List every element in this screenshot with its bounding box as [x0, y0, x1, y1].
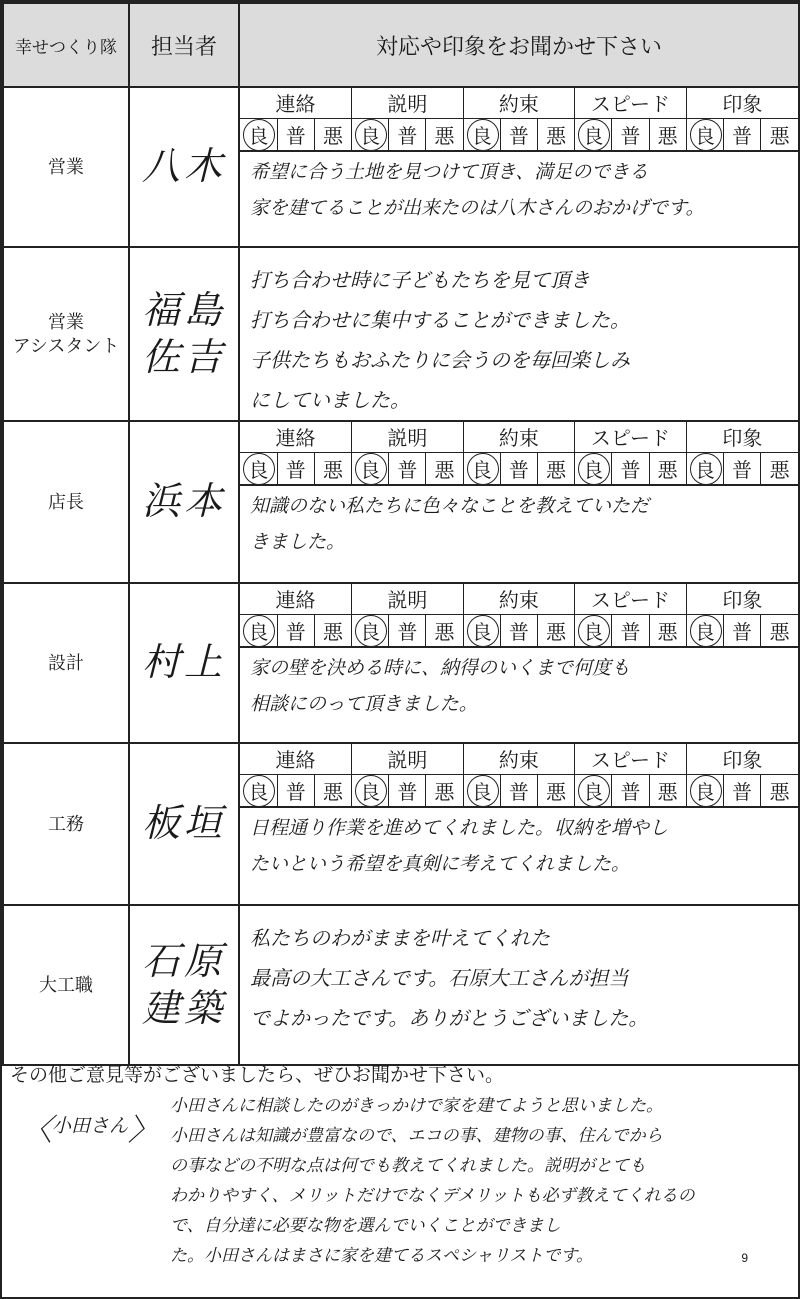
rating-option[interactable]: 良: [352, 614, 389, 646]
rating-option[interactable]: 悪: [538, 452, 575, 484]
rating-option[interactable]: 良: [575, 614, 612, 646]
rating-option[interactable]: 普: [277, 614, 314, 646]
role-label: 営業: [48, 311, 84, 332]
role-cell: [3, 247, 129, 421]
rating-option[interactable]: 普: [277, 452, 314, 484]
rating-option[interactable]: 良: [463, 118, 500, 150]
staff-name-cell: [129, 583, 239, 743]
rating-option[interactable]: 良: [240, 118, 277, 150]
rating-option[interactable]: 悪: [538, 614, 575, 646]
rating-option[interactable]: 普: [612, 118, 649, 150]
rating-option[interactable]: 普: [612, 614, 649, 646]
comment-line: 相談にのって頂きました。: [250, 692, 478, 715]
staff-name: 浜本: [141, 479, 226, 524]
rating-grid: [240, 422, 798, 485]
rating-option[interactable]: 普: [723, 118, 760, 150]
rating-option[interactable]: 悪: [761, 452, 798, 484]
rating-category: スピード: [575, 744, 687, 774]
rating-option[interactable]: 普: [723, 614, 760, 646]
feedback-comment: [240, 647, 798, 722]
rating-option[interactable]: 良: [575, 774, 612, 806]
rating-option[interactable]: 悪: [426, 452, 463, 484]
rating-category: 約束: [463, 584, 575, 614]
rating-option[interactable]: 悪: [538, 774, 575, 806]
role-cell: [3, 421, 129, 583]
comment-line: 家の壁を決める時に、納得のいくまで何度も: [250, 656, 631, 679]
rating-option[interactable]: 良: [463, 614, 500, 646]
staff-name-cell: [129, 247, 239, 421]
staff-name: 板垣: [141, 801, 226, 846]
feedback-cell: [239, 743, 799, 905]
other-comments-body: [10, 1091, 790, 1271]
rating-option[interactable]: 悪: [761, 774, 798, 806]
rating-option[interactable]: 悪: [314, 118, 351, 150]
rating-category: 連絡: [240, 88, 352, 118]
role-label: 店長: [48, 491, 84, 512]
rating-option[interactable]: 普: [277, 774, 314, 806]
rating-option[interactable]: 悪: [649, 118, 686, 150]
survey-row: [3, 87, 799, 247]
header-team: 幸せつくり隊: [3, 3, 129, 87]
survey-row: [3, 905, 799, 1065]
addressee-name: 小田さん: [52, 1115, 129, 1137]
rating-option[interactable]: 普: [723, 774, 760, 806]
staff-name: 佐吉: [141, 335, 226, 379]
rating-category: 約束: [463, 88, 575, 118]
feedback-comment: [240, 906, 798, 1038]
page-number: 9: [741, 1251, 748, 1265]
rating-option[interactable]: 普: [500, 118, 537, 150]
rating-option[interactable]: 悪: [761, 614, 798, 646]
feedback-comment: [240, 151, 798, 226]
role-cell: [3, 905, 129, 1065]
rating-grid: [240, 584, 798, 647]
comment-line: たいという希望を真剣に考えてくれました。: [250, 852, 631, 875]
rating-option[interactable]: 良: [352, 774, 389, 806]
feedback-cell: [239, 421, 799, 583]
rating-category: 印象: [686, 422, 798, 452]
rating-category: スピード: [575, 584, 687, 614]
rating-category: 説明: [352, 744, 464, 774]
header-feedback: 対応や印象をお聞かせ下さい: [239, 3, 799, 87]
rating-grid: [240, 88, 798, 151]
rating-option[interactable]: 普: [500, 452, 537, 484]
role-label: アシスタント: [12, 336, 120, 356]
staff-name: 建築: [141, 986, 226, 1030]
rating-option[interactable]: 良: [240, 452, 277, 484]
role-cell: [3, 743, 129, 905]
rating-option[interactable]: 良: [686, 774, 723, 806]
rating-option[interactable]: 普: [500, 614, 537, 646]
rating-option[interactable]: 普: [500, 774, 537, 806]
rating-option[interactable]: 普: [612, 774, 649, 806]
rating-option[interactable]: 悪: [314, 614, 351, 646]
rating-option[interactable]: 悪: [649, 452, 686, 484]
comment-line: 希望に合う土地を見つけて頂き、満足のできる: [250, 160, 649, 183]
comment-line: 最高の大工さんです。石原大工さんが担当: [250, 966, 629, 990]
rating-category: 印象: [686, 584, 798, 614]
comment-line: 子供たちもおふたりに会うのを毎回楽しみ: [250, 348, 630, 372]
comment-line: 打ち合わせ時に子どもたちを見て頂き: [250, 268, 590, 292]
rating-option[interactable]: 普: [389, 452, 426, 484]
rating-option[interactable]: 良: [463, 774, 500, 806]
feedback-comment: [240, 807, 798, 882]
rating-category: 印象: [686, 88, 798, 118]
other-comments-section: [2, 1054, 798, 1277]
other-comments-title: その他ご意見等がございましたら、ぜひお聞かせ下さい。: [10, 1065, 505, 1086]
addressee-label: 〈小田さん〉: [22, 1113, 159, 1148]
rating-option[interactable]: 良: [240, 614, 277, 646]
comment-line: でよかったです。ありがとうございました。: [250, 1006, 649, 1030]
feedback-comment: [240, 248, 798, 420]
role-label: 営業: [48, 156, 84, 177]
staff-name: 福島: [141, 287, 226, 332]
feedback-comment: [240, 485, 798, 560]
rating-category: スピード: [575, 88, 687, 118]
staff-name-cell: [129, 87, 239, 247]
rating-option[interactable]: 普: [389, 118, 426, 150]
rating-option[interactable]: 良: [686, 452, 723, 484]
rating-option[interactable]: 悪: [649, 614, 686, 646]
rating-option[interactable]: 良: [240, 774, 277, 806]
rating-category: 印象: [686, 744, 798, 774]
comment-line: にしていました。: [250, 388, 410, 412]
rating-option[interactable]: 良: [352, 118, 389, 150]
role-cell: [3, 583, 129, 743]
feedback-cell: [239, 905, 799, 1065]
staff-name-cell: [129, 421, 239, 583]
rating-category: 連絡: [240, 744, 352, 774]
rating-option[interactable]: 悪: [649, 774, 686, 806]
rating-category: 説明: [352, 584, 464, 614]
other-comment-line: の事などの不明な点は何でも教えてくれました。説明がとても: [170, 1156, 646, 1176]
role-label: 設計: [48, 652, 84, 673]
survey-row: [3, 583, 799, 743]
rating-option[interactable]: 良: [352, 452, 389, 484]
rating-option[interactable]: 悪: [761, 118, 798, 150]
staff-name: 石原: [141, 938, 226, 983]
rating-option[interactable]: 悪: [314, 452, 351, 484]
other-comment-line: 小田さんに相談したのがきっかけで家を建てようと思いました。: [170, 1096, 663, 1116]
rating-option[interactable]: 普: [389, 774, 426, 806]
other-comment-line: 小田さんは知識が豊富なので、エコの事、建物の事、住んでから: [170, 1126, 663, 1146]
staff-name: 八木: [141, 144, 226, 189]
rating-category: 約束: [463, 744, 575, 774]
rating-option[interactable]: 悪: [538, 118, 575, 150]
feedback-cell: [239, 583, 799, 743]
rating-option[interactable]: 悪: [314, 774, 351, 806]
role-cell: [3, 87, 129, 247]
other-comment-line: わかりやすく、メリットだけでなくデメリットも必ず教えてくれるの: [170, 1186, 695, 1206]
comment-line: 打ち合わせに集中することができました。: [250, 308, 630, 332]
staff-name: 村上: [141, 640, 226, 685]
comment-line: きました。: [250, 530, 346, 553]
rating-option[interactable]: 悪: [426, 118, 463, 150]
survey-rows: [3, 87, 799, 1065]
other-comment-line: た。小田さんはまさに家を建てるスペシャリストです。: [170, 1246, 593, 1266]
rating-option[interactable]: 普: [389, 614, 426, 646]
comment-line: 私たちのわがままを叶えてくれた: [250, 926, 550, 950]
rating-option[interactable]: 良: [686, 118, 723, 150]
other-comments-text: [170, 1091, 790, 1271]
role-label: 大工職: [39, 974, 93, 995]
rating-option[interactable]: 良: [463, 452, 500, 484]
comment-line: 日程通り作業を進めてくれました。収納を増やし: [250, 816, 669, 839]
staff-name-cell: [129, 743, 239, 905]
feedback-cell: [239, 87, 799, 247]
survey-row: [3, 421, 799, 583]
rating-grid: [240, 744, 798, 807]
rating-category: 連絡: [240, 422, 352, 452]
header-staff: 担当者: [129, 3, 239, 87]
rating-option[interactable]: 普: [723, 452, 760, 484]
rating-option[interactable]: 良: [686, 614, 723, 646]
rating-option[interactable]: 良: [575, 118, 612, 150]
comment-line: 家を建てることが出来たのは八木さんのおかげです。: [250, 196, 705, 219]
survey-row: [3, 743, 799, 905]
rating-option[interactable]: 良: [575, 452, 612, 484]
rating-category: 説明: [352, 88, 464, 118]
feedback-cell: [239, 247, 799, 421]
rating-option[interactable]: 悪: [426, 774, 463, 806]
rating-category: 連絡: [240, 584, 352, 614]
rating-category: スピード: [575, 422, 687, 452]
survey-table: [2, 2, 800, 1066]
other-comment-line: で、自分達に必要な物を選んでいくことができまし: [170, 1216, 561, 1236]
rating-option[interactable]: 普: [277, 118, 314, 150]
rating-category: 説明: [352, 422, 464, 452]
staff-name-cell: [129, 905, 239, 1065]
rating-option[interactable]: 悪: [426, 614, 463, 646]
rating-category: 約束: [463, 422, 575, 452]
survey-row: [3, 247, 799, 421]
comment-line: 知識のない私たちに色々なことを教えていただ: [250, 494, 650, 517]
role-label: 工務: [48, 813, 84, 834]
rating-option[interactable]: 普: [612, 452, 649, 484]
